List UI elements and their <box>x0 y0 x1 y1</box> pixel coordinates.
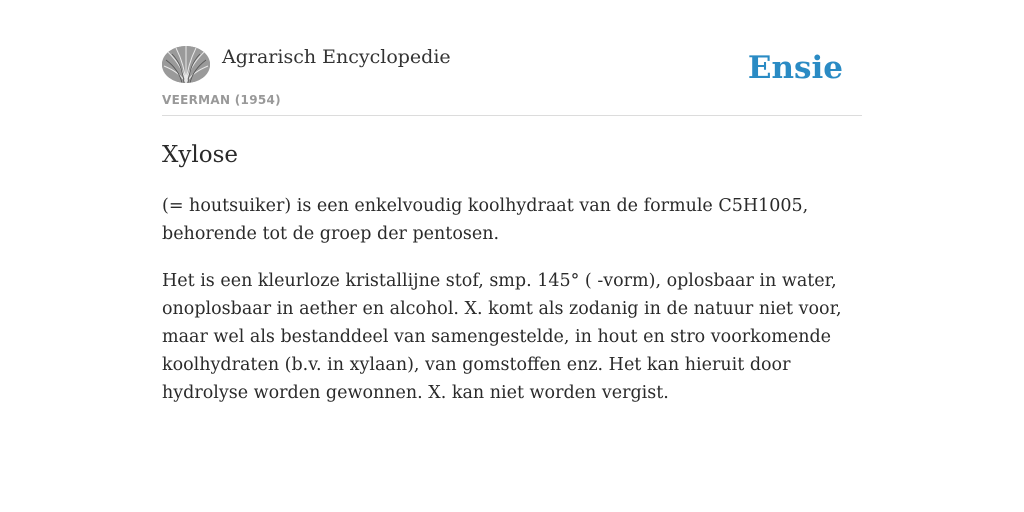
publication-title[interactable]: Agrarisch Encyclopedie <box>222 46 451 68</box>
publication-subtitle: VEERMAN (1954) <box>162 93 281 107</box>
header <box>162 46 862 116</box>
entry-title: Xylose <box>162 142 238 168</box>
paragraph-definition: (= houtsuiker) is een enkelvoudig koolhydraat van de formule C5H1005, behorende tot de groep der pentosen. <box>162 196 809 244</box>
ensie-brand-logo[interactable]: Ensie <box>747 50 843 86</box>
wheat-field-icon[interactable] <box>162 46 210 83</box>
paragraph-description: Het is een kleurloze kristallijne stof, smp. 145° ( -vorm), oplosbaar in water, onoplosbaar in aether en alcohol. X. komt als zodanig in de natuur niet voor, maar wel als bestanddeel van samengestelde, in hout en stro voorkomende koolhydraten (b.v. in xylaan), van gomstoffen enz. Het kan hieruit door hydrolyse worden gewonnen. X. kan niet worden vergist. <box>162 271 842 403</box>
article-container <box>162 46 862 407</box>
